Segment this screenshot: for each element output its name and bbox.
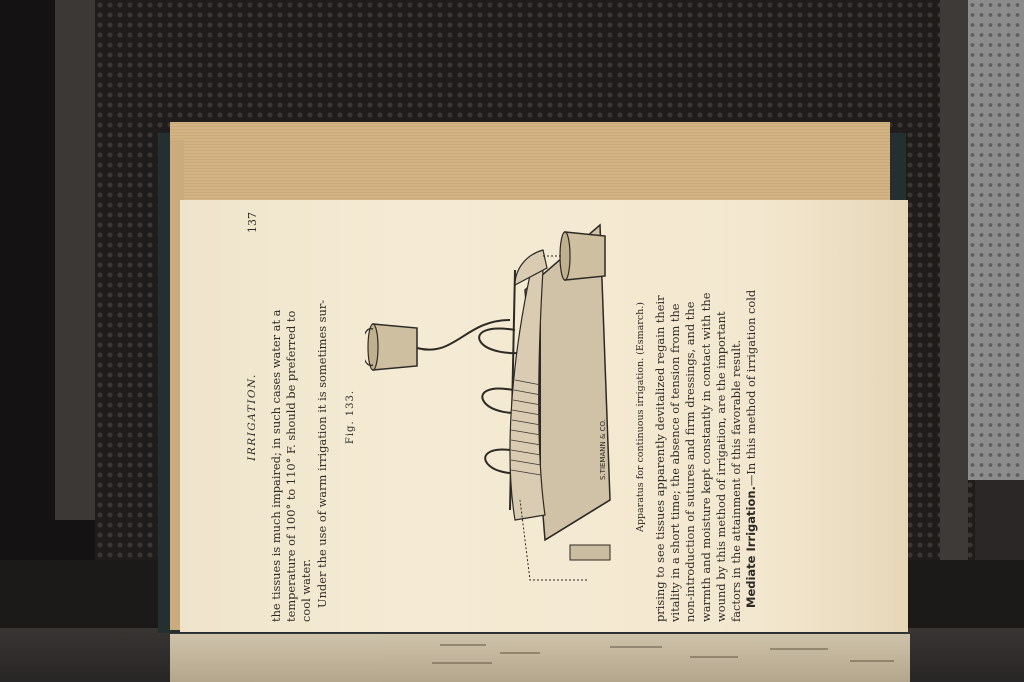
engraver-mark: S.TIEMANN & CO. — [599, 419, 607, 480]
text-line: the tissues is much impaired; in such cases water at a — [269, 309, 283, 622]
background-strip — [55, 0, 95, 520]
text-line: prising to see tissues apparently devitalized regain their — [653, 295, 667, 622]
paragraph-1 — [269, 212, 330, 622]
text-line: factors in the attainment of this favorable result. — [729, 339, 744, 622]
section-text: —In this method of irrigation cold — [744, 289, 759, 487]
figure-caption: Apparatus for continuous irrigation. (Esmarch.) — [635, 301, 646, 533]
perforated-strip — [968, 0, 1024, 480]
mediate-irrigation-line — [744, 212, 759, 622]
running-head — [245, 212, 261, 622]
text-line: Under the use of warm irrigation it is sometimes sur- — [314, 299, 329, 608]
page-reflection — [170, 634, 910, 682]
running-head-title: IRRIGATION. — [246, 373, 258, 461]
irrigation-apparatus-figure — [365, 216, 615, 620]
background-band — [940, 0, 968, 560]
section-heading: Mediate Irrigation. — [744, 486, 759, 608]
text-line: temperature of 100° to 110° F. should be preferred to — [284, 310, 299, 622]
text-line: cool water. — [299, 558, 314, 622]
page-content — [245, 212, 805, 622]
paragraph-2 — [653, 212, 759, 622]
text-line: non-introduction of sutures and firm dressings, and the — [683, 301, 698, 622]
text-line: vitality in a short time; the absence of tension from the — [668, 303, 683, 622]
page-number: 137 — [246, 212, 259, 233]
page-edges — [170, 122, 890, 202]
text-line: wound by this method of irrigation, are the important — [713, 311, 728, 622]
text-line: warmth and moisture kept constantly in contact with the — [698, 292, 713, 622]
figure-label: Fig. 133. — [345, 389, 356, 445]
